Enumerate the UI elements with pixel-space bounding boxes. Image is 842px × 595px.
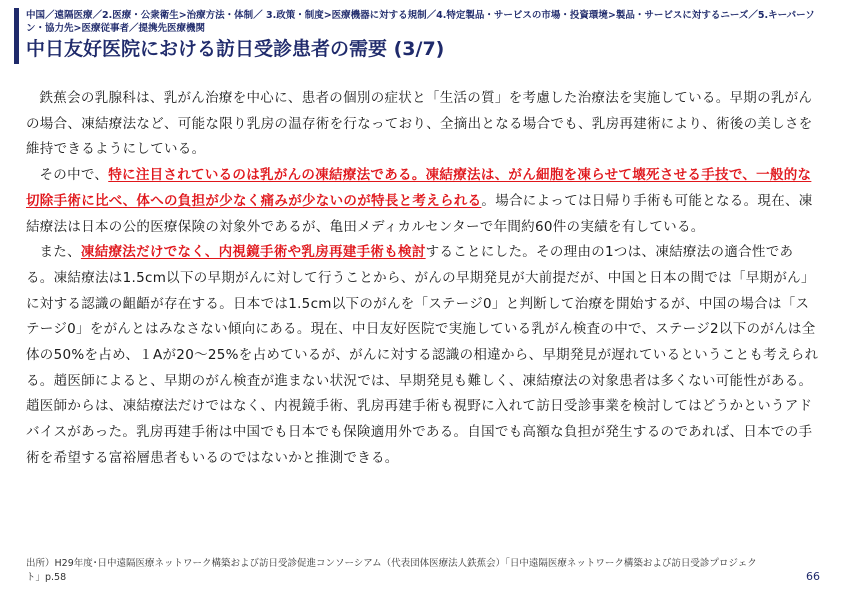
breadcrumb: 中国／遠隔医療／2.医療・公衆衛生>治療方法・体制／ 3.政策・制度>医療機器に対する規制／4.特定製品・サービスの市場・投資環境>製品・サービスに対するニーズ／5.キーパーソン・協力先>医療従事者／提携先医療機関 <box>26 10 815 34</box>
page-number: 66 <box>806 570 820 583</box>
paragraph-3-lead: また、 <box>39 244 81 261</box>
source-note: 出所）H29年度･日中遠隔医療ネットワーク構築および訪日受診促進コンソーシアム（代表団体医療法人鉄蕉会）「日中遠隔医療ネットワーク構築および訪日受診プロジェクト」p.58 <box>26 558 757 583</box>
paragraph-2-highlight: 特に注目されているのは乳がんの凍結療法である。凍結療法は、がん細胞を凍らせて壊死させる手技で、一般的な切除手術に比べ、体への負担が少なく痛みが少ないのが特長と考えられる <box>26 167 812 209</box>
paragraph-2 <box>26 163 820 240</box>
paragraph-3 <box>26 240 820 471</box>
paragraph-2-rest: 。場合によっては日帰り手術も可能となる。現在、凍結療法は日本の公的医療保険の対象外であるが、亀田メディカルセンターで年間約60件の実績を有している。 <box>26 192 813 235</box>
page-title: 中日友好医院における訪日受診患者の需要 (3/7) <box>26 38 445 60</box>
paragraph-3-rest: することにした。その理由の1つは、凍結療法の適合性である。凍結療法は1.5cm以下の早期がんに対して行うことから、がんの早期発見が大前提だが、中国と日本の間では「早期がん」に対する認識の齟齬が存在する。日本では1.5cm以下のがんを「ステージ0」と判断して治療を開始するが、中国の場合は「ステージ0」をがんとはみなさない傾向にある。現在、中日友好医院で実施している乳がん検査の中で、ステージ2以下のがんは全体の50%を占め、１Aが20～25%を占めているが、がんに対する認識の相違から、早期発見が遅れているということも考えられる。趙医師によると、早期のがん検査が進まない状況では、早期発見も難しく、凍結療法の対象患者は多くない可能性がある。趙医師からは、凍結療法だけではなく、内視鏡手術、乳房再建手術も視野に入れて訪日受診事業を検討してはどうかというアドバイスがあった。乳房再建手術は中国でも日本でも保険適用外である。自国でも高額な負担が発生するのであれば、日本での手術を希望する富裕層患者もいるのではないかと推測できる。 <box>26 244 819 466</box>
title-accent-bar <box>14 8 19 64</box>
paragraph-3-highlight: 凍結療法だけでなく、内視鏡手術や乳房再建手術も検討 <box>80 244 426 261</box>
paragraph-1: 鉄蕉会の乳腺科は、乳がん治療を中心に、患者の個別の症状と「生活の質」を考慮した治療法を実施している。早期の乳がんの場合、凍結療法など、可能な限り乳房の温存術を行なっており、全摘出となる場合でも、乳房再建術により、術後の美しさを維持できるようにしている。 <box>26 90 813 158</box>
paragraph-2-lead: その中で、 <box>39 167 109 184</box>
body-text <box>26 86 820 472</box>
